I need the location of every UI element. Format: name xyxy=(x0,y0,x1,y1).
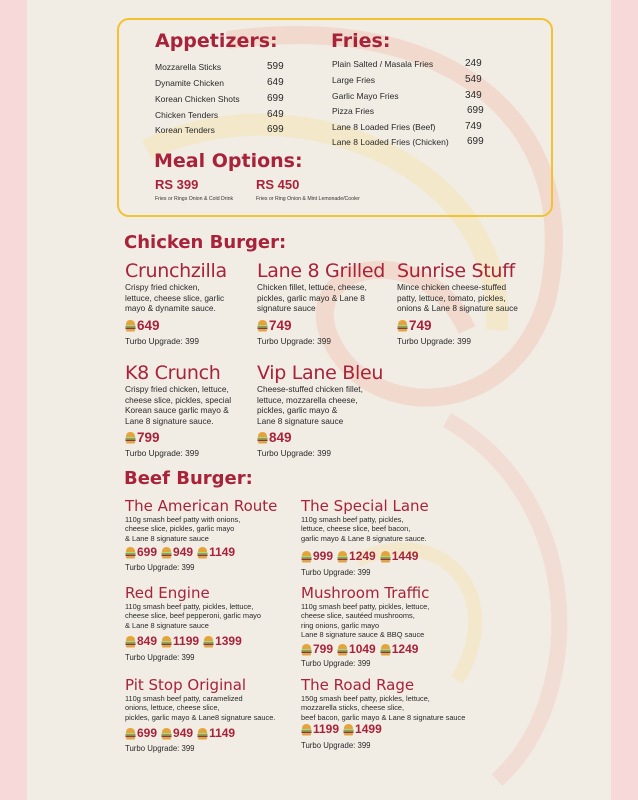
burger-description xyxy=(125,384,231,426)
description-line: mayo & dynamite sauce. xyxy=(125,303,216,313)
appetizers-heading: Appetizers: xyxy=(155,30,278,52)
burger-name: Pit Stop Original xyxy=(125,676,247,694)
description-line: 110g smash beef patty, pickles, xyxy=(301,515,404,524)
burger-name: Crunchzilla xyxy=(125,260,227,282)
price-value: 799 xyxy=(137,430,160,445)
triple-burger-icon xyxy=(197,727,208,740)
price-row xyxy=(125,318,162,333)
price-value: 949 xyxy=(173,545,194,559)
description-line: Lane 8 signature sauce & BBQ sauce xyxy=(301,629,425,639)
list-item-name: Mozzarella Sticks xyxy=(155,62,222,72)
description-line: lettuce, cheese slice, garlic xyxy=(125,292,225,303)
list-item-price: 549 xyxy=(465,74,482,85)
list-item-name: Dynamite Chicken xyxy=(155,78,224,88)
triple-burger-icon xyxy=(380,643,391,656)
burger-description xyxy=(301,515,427,543)
double-burger-icon xyxy=(161,727,172,740)
price-row xyxy=(301,642,420,656)
price-value: 949 xyxy=(173,726,194,740)
list-item-price: 699 xyxy=(467,105,484,116)
meal-option-note: Fries or Rings Onion & Cold Drink xyxy=(155,196,234,202)
description-line: 110g smash beef patty, caramelized xyxy=(125,694,243,703)
price-value: 1249 xyxy=(391,642,419,656)
price-value: 1149 xyxy=(209,726,236,740)
burger-name: K8 Crunch xyxy=(125,362,221,384)
description-line: Chicken fillet, lettuce, cheese, xyxy=(257,282,367,292)
turbo-upgrade: Turbo Upgrade: 399 xyxy=(301,659,371,668)
price-value: 799 xyxy=(313,642,334,656)
price-value: 849 xyxy=(137,634,158,648)
description-line: pickles, garlic mayo & Lane8 signature sauce. xyxy=(125,712,276,722)
description-line: Crispy fried chicken, xyxy=(125,282,200,292)
description-line: onions, lettuce, cheese slice, xyxy=(125,703,220,713)
price-row xyxy=(125,634,244,648)
turbo-upgrade: Turbo Upgrade: 399 xyxy=(397,336,471,346)
single-burger-icon xyxy=(125,727,136,740)
turbo-upgrade: Turbo Upgrade: 399 xyxy=(125,653,195,662)
list-item-price: 249 xyxy=(465,58,482,69)
list-item-price: 649 xyxy=(267,109,284,120)
price-value: 1249 xyxy=(349,549,376,563)
price-row xyxy=(257,318,294,333)
description-line: signature sauce xyxy=(257,303,316,313)
description-line: Korean sauce garlic mayo & xyxy=(125,405,229,415)
burger-description xyxy=(397,282,518,314)
burger-icon xyxy=(257,431,268,444)
double-burger-icon xyxy=(301,723,312,736)
burger-icon xyxy=(257,319,268,332)
burger-description xyxy=(125,694,275,722)
price-value: 1399 xyxy=(215,634,242,648)
burger-name: The Road Rage xyxy=(301,676,415,694)
price-row xyxy=(301,549,420,563)
triple-burger-icon xyxy=(203,635,214,648)
price-value: 699 xyxy=(137,726,158,740)
meal-option-price: RS 450 xyxy=(256,177,300,192)
turbo-upgrade: Turbo Upgrade: 399 xyxy=(125,448,199,458)
price-value: 999 xyxy=(313,549,334,563)
description-line: Crispy fried chicken, lettuce, xyxy=(125,384,229,394)
list-item-name: Korean Chicken Shots xyxy=(155,94,240,104)
menu-page xyxy=(27,0,611,800)
price-value: 699 xyxy=(137,545,158,559)
triple-burger-icon xyxy=(197,546,208,559)
turbo-upgrade: Turbo Upgrade: 399 xyxy=(257,448,331,458)
list-item-price: 699 xyxy=(267,93,284,104)
turbo-upgrade: Turbo Upgrade: 399 xyxy=(125,336,199,346)
burger-description xyxy=(301,602,429,639)
burger-description xyxy=(125,282,224,314)
description-line: lettuce, mozzarella cheese, xyxy=(257,394,358,405)
description-line: Mince chicken cheese-stuffed xyxy=(397,282,507,292)
meal-option-note: Fries or Ring Onion & Mint Lemonade/Cooler xyxy=(256,196,360,202)
list-item-price: 599 xyxy=(267,61,284,72)
price-row xyxy=(125,726,237,740)
double-burger-icon xyxy=(161,635,172,648)
triple-burger-icon xyxy=(343,723,354,736)
chicken-burger-heading: Chicken Burger: xyxy=(124,232,287,253)
burger-name: Sunrise Stuff xyxy=(397,260,515,282)
list-item-name: Pizza Fries xyxy=(332,106,375,116)
description-line: Cheese-stuffed chicken fillet, xyxy=(257,384,363,394)
price-value: 1449 xyxy=(391,549,419,563)
list-item-price: 699 xyxy=(467,136,484,147)
description-line: & Lane 8 signature sauce xyxy=(125,620,209,630)
burger-description xyxy=(301,694,465,722)
price-row xyxy=(397,318,434,333)
price-row xyxy=(125,545,237,559)
beef-burger-heading: Beef Burger: xyxy=(124,468,253,489)
burger-description xyxy=(257,282,367,314)
description-line: pickles, garlic mayo & xyxy=(257,405,338,415)
price-value: 1499 xyxy=(355,722,382,736)
price-value: 749 xyxy=(409,318,432,333)
double-burger-icon xyxy=(337,550,348,563)
burger-icon xyxy=(125,431,136,444)
description-line: & Lane 8 signature sauce xyxy=(125,533,209,543)
description-line: cheese slice, pickles, special xyxy=(125,394,232,405)
single-burger-icon xyxy=(301,550,312,563)
description-line: beef bacon, garlic mayo & Lane 8 signature sauce xyxy=(301,712,466,722)
fries-heading: Fries: xyxy=(331,30,391,52)
description-line: garlic mayo & Lane 8 signature sauce. xyxy=(301,533,427,543)
double-burger-icon xyxy=(161,546,172,559)
turbo-upgrade: Turbo Upgrade: 399 xyxy=(301,568,371,577)
list-item-name: Chicken Tenders xyxy=(155,110,219,120)
single-burger-icon xyxy=(125,546,136,559)
burger-icon xyxy=(397,319,408,332)
description-line: cheese slice, beef pepperoni, garlic mayo xyxy=(125,611,261,621)
price-value: 1199 xyxy=(313,722,340,736)
description-line: 110g smash beef patty, pickles, lettuce, xyxy=(301,602,430,611)
description-line: lettuce, cheese slice, beef bacon, xyxy=(301,524,411,534)
description-line: pickles, garlic mayo & Lane 8 xyxy=(257,292,365,303)
description-line: cheese slice, pickles, garlic mayo xyxy=(125,524,235,534)
price-value: 1149 xyxy=(209,545,236,559)
list-item-price: 349 xyxy=(465,90,482,101)
description-line: 110g smash beef patty with onions, xyxy=(125,515,241,524)
burger-name: Lane 8 Grilled xyxy=(257,260,386,282)
burger-name: The American Route xyxy=(125,497,278,515)
burger-description xyxy=(125,515,240,543)
meal-options-heading: Meal Options: xyxy=(154,150,303,172)
description-line: patty, lettuce, tomato, pickles, xyxy=(397,292,506,303)
price-row xyxy=(257,430,294,445)
price-value: 849 xyxy=(269,430,292,445)
price-value: 1049 xyxy=(349,642,376,656)
price-value: 1199 xyxy=(173,634,200,648)
list-item-name: Garlic Mayo Fries xyxy=(332,91,399,101)
turbo-upgrade: Turbo Upgrade: 399 xyxy=(257,336,331,346)
turbo-upgrade: Turbo Upgrade: 399 xyxy=(301,741,371,750)
list-item-name: Large Fries xyxy=(332,75,375,85)
price-row xyxy=(125,430,162,445)
description-line: 110g smash beef patty, pickles, lettuce, xyxy=(125,602,254,611)
description-line: Lane 8 signature sauce. xyxy=(125,415,214,426)
burger-name: The Special Lane xyxy=(301,497,429,515)
description-line: onions & Lane 8 signature sauce xyxy=(397,303,518,313)
list-item-price: 649 xyxy=(267,77,284,88)
list-item-name: Lane 8 Loaded Fries (Chicken) xyxy=(332,137,449,147)
description-line: mozzarella sticks, cheese slice, xyxy=(301,703,405,713)
burger-name: Red Engine xyxy=(125,584,210,602)
single-burger-icon xyxy=(301,643,312,656)
price-value: 749 xyxy=(269,318,292,333)
burger-description xyxy=(125,602,261,630)
burger-icon xyxy=(125,319,136,332)
price-row xyxy=(301,722,384,736)
turbo-upgrade: Turbo Upgrade: 399 xyxy=(125,563,195,572)
double-burger-icon xyxy=(337,643,348,656)
burger-name: Vip Lane Bleu xyxy=(257,362,384,384)
list-item-name: Lane 8 Loaded Fries (Beef) xyxy=(332,122,436,132)
single-burger-icon xyxy=(125,635,136,648)
description-line: cheese slice, sautéed mushrooms, xyxy=(301,611,415,621)
list-item-name: Plain Salted / Masala Fries xyxy=(332,59,434,69)
list-item-price: 699 xyxy=(267,124,284,135)
description-line: ring onions, garlic mayo xyxy=(301,620,380,630)
price-value: 649 xyxy=(137,318,160,333)
burger-description xyxy=(257,384,363,426)
list-item-price: 749 xyxy=(465,121,482,132)
description-line: Lane 8 signature sauce xyxy=(257,415,344,426)
description-line: 150g smash beef patty, pickles, lettuce, xyxy=(301,694,430,703)
burger-name: Mushroom Traffic xyxy=(301,584,430,602)
triple-burger-icon xyxy=(380,550,391,563)
meal-option-price: RS 399 xyxy=(155,177,199,192)
turbo-upgrade: Turbo Upgrade: 399 xyxy=(125,744,195,753)
list-item-name: Korean Tenders xyxy=(155,125,215,135)
